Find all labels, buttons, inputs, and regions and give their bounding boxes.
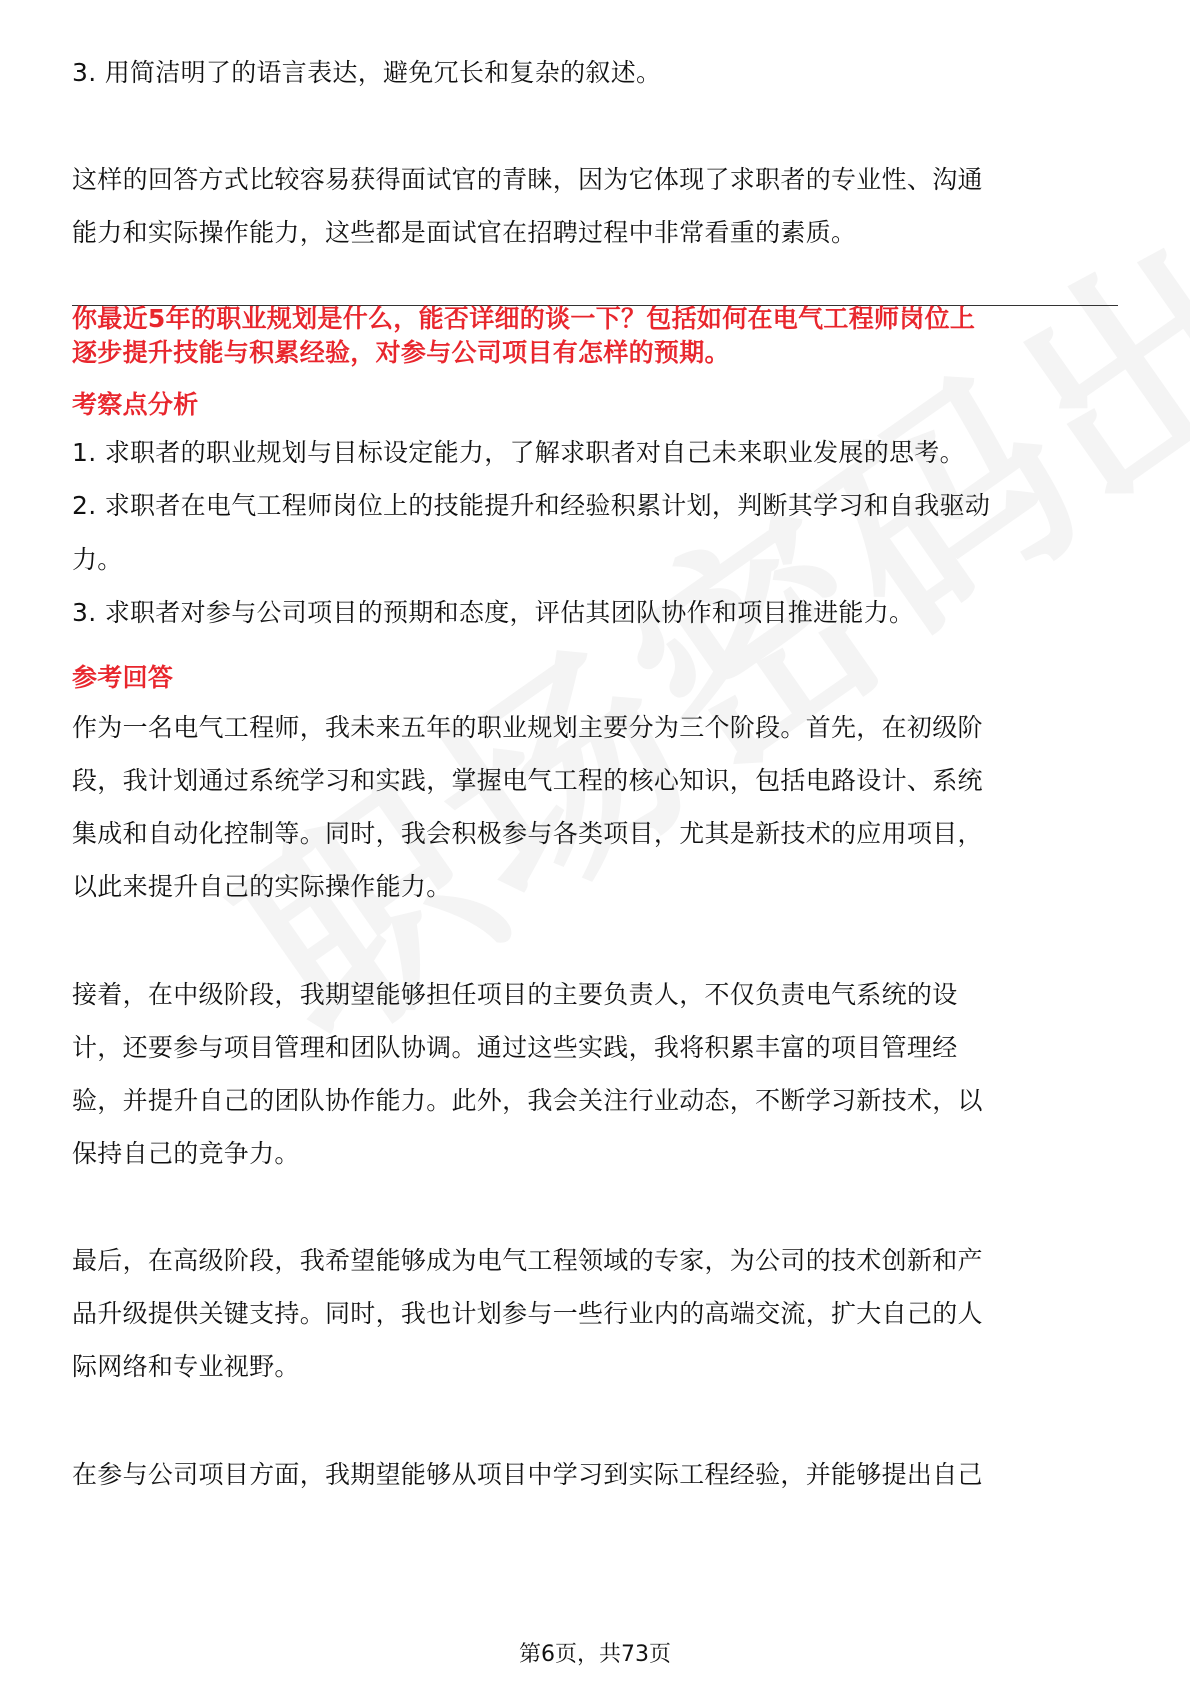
answer-p1-line-1: 作为一名电气工程师，我未来五年的职业规划主要分为三个阶段。首先，在初级阶 <box>72 713 983 742</box>
answer-p4-line-1: 在参与公司项目方面，我期望能够从项目中学习到实际工程经验，并能够提出自己 <box>72 1460 983 1489</box>
list-item-3: 3. 用简洁明了的语言表达，避免冗长和复杂的叙述。 <box>72 58 662 87</box>
answer-heading: 参考回答 <box>72 663 174 692</box>
summary-line-2: 能力和实际操作能力，这些都是面试官在招聘过程中非常看重的素质。 <box>72 218 857 247</box>
analysis-line-4: 3. 求职者对参与公司项目的预期和态度，评估其团队协作和项目推进能力。 <box>72 598 915 627</box>
analysis-line-3: 力。 <box>72 545 123 574</box>
answer-p2-line-1: 接着，在中级阶段，我期望能够担任项目的主要负责人，不仅负责电气系统的设 <box>72 980 958 1009</box>
analysis-heading: 考察点分析 <box>72 390 199 419</box>
question-line-1: 你最近5年的职业规划是什么，能否详细的谈一下？包括如何在电气工程师岗位上 <box>72 304 976 333</box>
page-footer: 第6页，共73页 <box>519 1642 671 1667</box>
analysis-line-1: 1. 求职者的职业规划与目标设定能力，了解求职者对自己未来职业发展的思考。 <box>72 438 965 467</box>
answer-p2-line-4: 保持自己的竞争力。 <box>72 1139 300 1168</box>
analysis-line-2: 2. 求职者在电气工程师岗位上的技能提升和经验积累计划，判断其学习和自我驱动 <box>72 491 991 520</box>
summary-line-1: 这样的回答方式比较容易获得面试官的青睐，因为它体现了求职者的专业性、沟通 <box>72 165 983 194</box>
answer-p2-line-2: 计，还要参与项目管理和团队协调。通过这些实践，我将积累丰富的项目管理经 <box>72 1033 958 1062</box>
answer-p1-line-2: 段，我计划通过系统学习和实践，掌握电气工程的核心知识，包括电路设计、系统 <box>72 766 983 795</box>
answer-p3-line-3: 际网络和专业视野。 <box>72 1352 300 1381</box>
answer-p3-line-2: 品升级提供关键支持。同时，我也计划参与一些行业内的高端交流，扩大自己的人 <box>72 1299 983 1328</box>
answer-p1-line-4: 以此来提升自己的实际操作能力。 <box>72 872 452 901</box>
question-line-2: 逐步提升技能与积累经验，对参与公司项目有怎样的预期。 <box>72 338 730 367</box>
answer-p3-line-1: 最后，在高级阶段，我希望能够成为电气工程领域的专家，为公司的技术创新和产 <box>72 1246 983 1275</box>
answer-p2-line-3: 验，并提升自己的团队协作能力。此外，我会关注行业动态，不断学习新技术，以 <box>72 1086 983 1115</box>
answer-p1-line-3: 集成和自动化控制等。同时，我会积极参与各类项目，尤其是新技术的应用项目， <box>72 819 983 848</box>
